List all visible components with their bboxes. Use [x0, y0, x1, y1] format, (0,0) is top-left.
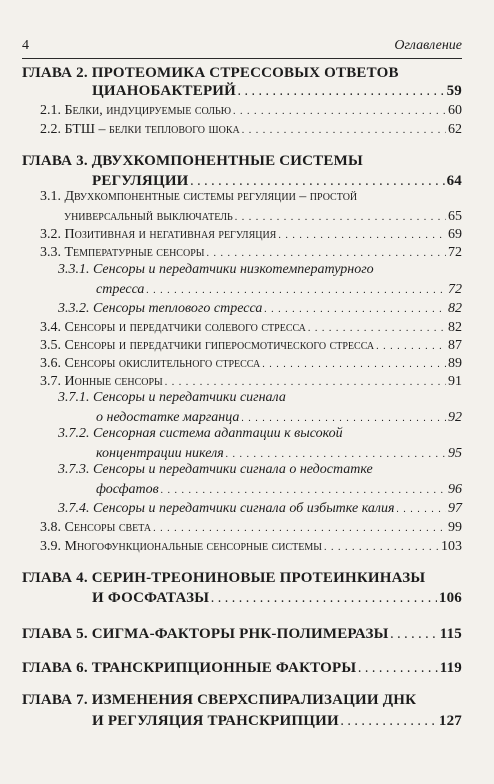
toc-page-number: 65: [448, 209, 462, 224]
toc-page-number: 69: [448, 227, 462, 242]
toc-page-number: 72: [448, 245, 462, 260]
toc-section-3-7-1-title: 3.7.1. Сенсоры и передатчики сигнала: [58, 390, 286, 405]
toc-section-3-7-3-title: 3.7.3. Сенсоры и передатчики сигнала о недостатке: [58, 462, 373, 477]
toc-page-number: 99: [448, 520, 462, 535]
leader-dots: [191, 173, 445, 190]
toc-page-number: 87: [448, 338, 462, 353]
toc-chapter-7-title-cont: И РЕГУЛЯЦИЯ ТРАНСКРИПЦИИ: [92, 713, 339, 729]
toc-section-3-7-2-title: 3.7.2. Сенсорная система адаптации к высокой: [58, 426, 343, 441]
toc-chapter-5-title: ГЛАВА 5. СИГМА-ФАКТОРЫ РНК-ПОЛИМЕРАЗЫ: [22, 626, 389, 642]
header-rule: [22, 58, 462, 59]
leader-dots: [206, 245, 446, 261]
toc-entry-text: концентрации никеля: [96, 446, 224, 461]
toc-section-3-7-1: [96, 406, 462, 426]
toc-chapter-3: [92, 170, 462, 190]
toc-chapter-4: [92, 587, 462, 607]
toc-entry-text: фосфатов: [96, 482, 159, 497]
toc-page-number: 91: [448, 374, 462, 389]
toc-section-3-6: [40, 352, 462, 372]
leader-dots: [358, 660, 437, 677]
toc-page-number: 64: [446, 173, 462, 189]
toc-entry-text: 2.1. Белки, индуцируемые солью: [40, 103, 232, 118]
toc-section-3-7-2: [96, 442, 462, 462]
toc-chapter-4-title-cont: И ФОСФАТАЗЫ: [92, 590, 210, 606]
leader-dots: [146, 282, 446, 298]
toc-entry-text: 3.4. Сенсоры и передатчики солевого стресса: [40, 320, 306, 335]
toc-entry-text: 3.8. Сенсоры света: [40, 520, 152, 535]
toc-section-3-8: [40, 516, 462, 536]
toc-page-number: 82: [448, 320, 462, 335]
toc-entry-text: стресса: [96, 282, 145, 297]
toc-page-number: 62: [448, 122, 462, 137]
toc-chapter-6-title: ГЛАВА 6. ТРАНСКРИПЦИОННЫЕ ФАКТОРЫ: [22, 660, 357, 676]
toc-page-number: 59: [446, 83, 462, 99]
toc-page-number: 60: [448, 103, 462, 118]
toc-section-3-3: [40, 241, 462, 261]
toc-section-3-2: [40, 223, 462, 243]
leader-dots: [341, 713, 437, 730]
leader-dots: [241, 410, 446, 426]
toc-entry-text: универсальный выключатель: [64, 209, 233, 224]
toc-entry-text: 3.2. Позитивная и негативная регуляция: [40, 227, 277, 242]
toc-chapter-5: [22, 623, 462, 643]
toc-chapter-3-title-cont: РЕГУЛЯЦИИ: [92, 173, 189, 189]
page-number: 4: [22, 38, 29, 53]
toc-page-number: 96: [448, 482, 462, 497]
toc-section-3-7: [40, 370, 462, 390]
toc-entry-text: 3.3.2. Сенсоры теплового стресса: [58, 301, 263, 316]
leader-dots: [391, 626, 438, 643]
toc-chapter-3-title: ГЛАВА 3. ДВУХКОМПОНЕНТНЫЕ СИСТЕМЫ: [22, 153, 363, 169]
toc-page-number: 92: [448, 410, 462, 425]
toc-chapter-7-title: ГЛАВА 7. ИЗМЕНЕНИЯ СВЕРХСПИРАЛИЗАЦИИ ДНК: [22, 692, 417, 708]
toc-section-3-3-1: [96, 278, 462, 298]
toc-section-2-1: [40, 99, 462, 119]
toc-page-number: 106: [438, 590, 462, 606]
toc-entry-text: 3.5. Сенсоры и передатчики гиперосмотического стресса: [40, 338, 375, 353]
leader-dots: [153, 520, 446, 536]
toc-page-number: 115: [439, 626, 462, 642]
toc-page-number: 95: [448, 446, 462, 461]
running-header: [22, 38, 462, 58]
leader-dots: [324, 539, 439, 555]
toc-section-2-2: [40, 118, 462, 138]
toc-entry-text: 3.3. Температурные сенсоры: [40, 245, 205, 260]
toc-chapter-2-title-cont: ЦИАНОБАКТЕРИЙ: [92, 83, 237, 99]
toc-chapter-6: [22, 657, 462, 677]
toc-entry-text: 3.9. Многофункциональные сенсорные системы: [40, 539, 322, 554]
toc-section-3-4: [40, 316, 462, 336]
toc-section-3-7-3: [96, 478, 462, 498]
toc-page-number: 82: [448, 301, 462, 316]
toc-page-number: 89: [448, 356, 462, 371]
toc-entry-text: 3.6. Сенсоры окислительного стресса: [40, 356, 261, 371]
toc-section-3-7-4: [58, 497, 462, 517]
running-title: Оглавление: [394, 38, 462, 53]
toc-page-number: 119: [439, 660, 462, 676]
toc-entry-text: 2.2. БТШ – белки теплового шока: [40, 122, 240, 137]
toc-section-3-3-1-title: 3.3.1. Сенсоры и передатчики низкотемпературного: [58, 262, 374, 277]
leader-dots: [397, 501, 446, 517]
toc-section-3-1-title: 3.1. Двухкомпонентные системы регуляции – простой: [40, 189, 358, 204]
leader-dots: [233, 103, 446, 119]
toc-section-3-9: [40, 535, 462, 555]
toc-entry-text: 3.7. Ионные сенсоры: [40, 374, 163, 389]
toc-entry-text: о недостатке марганца: [96, 410, 240, 425]
toc-chapter-2: [92, 80, 462, 100]
toc-section-3-5: [40, 334, 462, 354]
leader-dots: [211, 590, 437, 607]
leader-dots: [238, 83, 445, 100]
leader-dots: [165, 374, 446, 390]
toc-chapter-7: [92, 710, 462, 730]
toc-page-number: 97: [448, 501, 462, 516]
toc-page-number: 103: [441, 539, 462, 554]
leader-dots: [242, 122, 446, 138]
toc-chapter-2-title: ГЛАВА 2. ПРОТЕОМИКА СТРЕССОВЫХ ОТВЕТОВ: [22, 65, 399, 81]
toc-chapter-4-title: ГЛАВА 4. СЕРИН-ТРЕОНИНОВЫЕ ПРОТЕИНКИНАЗЫ: [22, 570, 426, 586]
toc-section-3-1: [64, 205, 462, 225]
toc-page-number: 72: [448, 282, 462, 297]
toc-section-3-3-2: [58, 297, 462, 317]
leader-dots: [161, 482, 446, 498]
toc-entry-text: 3.7.4. Сенсоры и передатчики сигнала об избытке калия: [58, 501, 395, 516]
leader-dots: [264, 301, 446, 317]
toc-page-number: 127: [438, 713, 462, 729]
leader-dots: [226, 446, 446, 462]
